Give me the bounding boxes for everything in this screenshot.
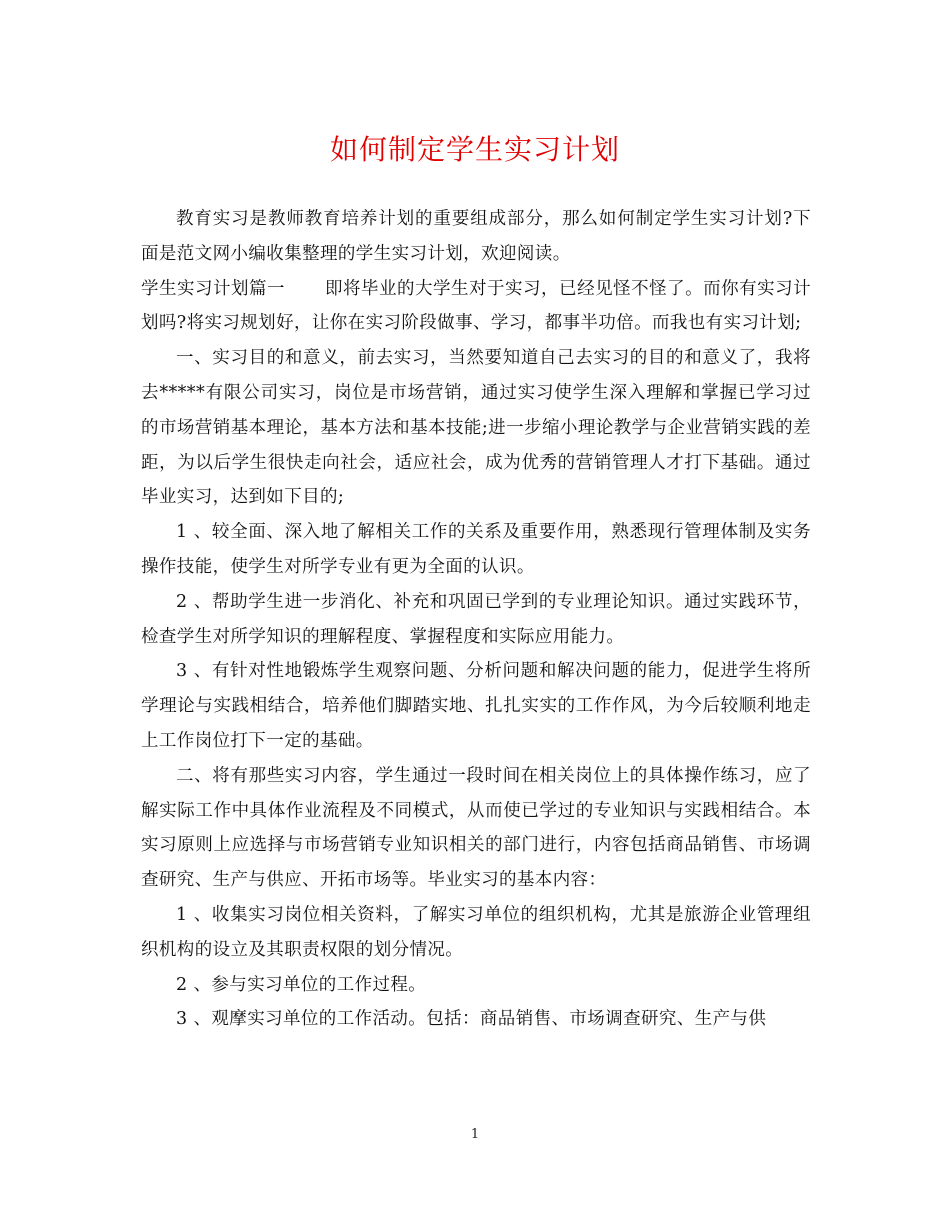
page-number: 1 [470, 1127, 480, 1142]
paragraph-content-item-2 [141, 968, 811, 1003]
paragraph-purpose-item-2 [141, 585, 811, 655]
paragraph-text: 1 、较全面、深入地了解相关工作的关系及重要作用，熟悉现行管理体制及实务操作技能，使学生对所学专业有更为全面的认识。 [141, 522, 811, 577]
paragraph-purpose [141, 341, 811, 515]
document-title: 如何制定学生实习计划 [329, 133, 620, 166]
paragraph-content [141, 759, 811, 898]
paragraph-purpose-item-3 [141, 654, 811, 758]
paragraph-content-item-1 [141, 898, 811, 968]
paragraph-text: 二、将有那些实习内容，学生通过一段时间在相关岗位上的具体操作练习，应了解实际工作中具体作业流程及不同模式，从而使已学过的专业知识与实践相结合。本实习原则上应选择与市场营销专业知识相关的部门进行，内容包括商品销售、市场调查研究、生产与供应、开拓市场等。毕业实习的基本内容： [141, 765, 811, 891]
section-label: 学生实习计划篇一 [141, 278, 286, 299]
paragraph-text: 3 、观摩实习单位的工作活动。包括：商品销售、市场调查研究、生产与供 [176, 1009, 767, 1030]
paragraph-text: 一、实习目的和意义，前去实习，当然要知道自己去实习的目的和意义了，我将去*****有限公司实习，岗位是市场营销，通过实习使学生深入理解和掌握已学习过的市场营销基本理论，基本方法和基本技能;进一步缩小理论教学与企业营销实践的差距，为以后学生很快走向社会，适应社会，成为优秀的营销管理人才打下基础。通过毕业实习，达到如下目的; [141, 348, 811, 508]
paragraph-intro [141, 202, 811, 272]
paragraph-text: 2 、帮助学生进一步消化、补充和巩固已学到的专业理论知识。通过实践环节，检查学生对所学知识的理解程度、掌握程度和实际应用能力。 [141, 591, 811, 647]
paragraph-purpose-item-1 [141, 515, 811, 585]
paragraph-plan-one [141, 272, 811, 342]
paragraph-text: 3 、有针对性地锻炼学生观察问题、分析问题和解决问题的能力，促进学生将所学理论与实践相结合，培养他们脚踏实地、扎扎实实的工作作风，为今后较顺利地走上工作岗位打下一定的基础。 [141, 661, 811, 751]
paragraph-text: 教育实习是教师教育培养计划的重要组成部分，那么如何制定学生实习计划?下面是范文网小编收集整理的学生实习计划，欢迎阅读。 [141, 209, 811, 264]
paragraph-text: 2 、参与实习单位的工作过程。 [176, 974, 427, 995]
paragraph-text: 即将毕业的大学生对于实习，已经见怪不怪了。而你有实习计划吗?将实习规划好，让你在实习阶段做事、学习，都事半功倍。而我也有实习计划; [141, 278, 811, 334]
document-body [141, 202, 811, 1037]
paragraph-text: 1 、收集实习岗位相关资料，了解实习单位的组织机构，尤其是旅游企业管理组织机构的设立及其职责权限的划分情况。 [141, 904, 811, 960]
paragraph-content-item-3 [141, 1002, 811, 1037]
